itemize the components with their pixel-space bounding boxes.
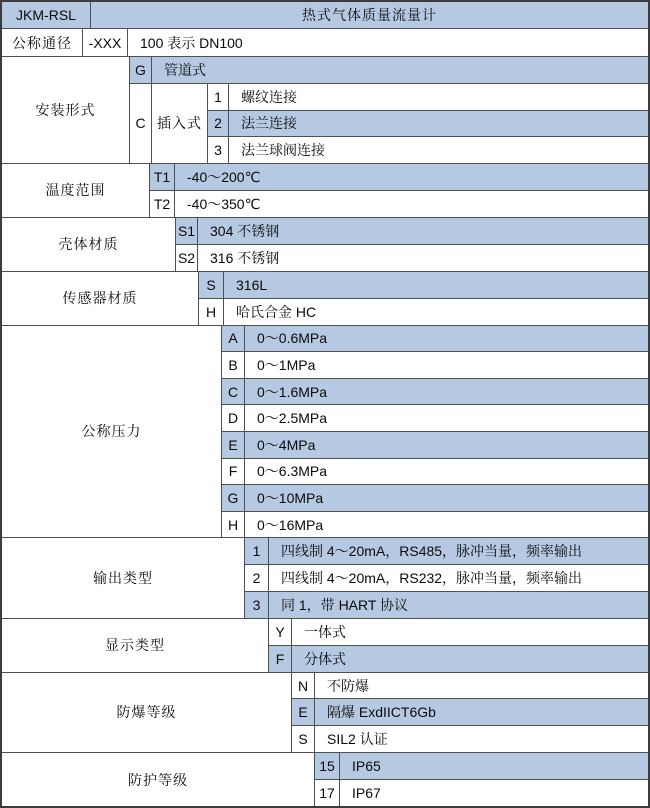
section-label: 壳体材质 [2, 218, 176, 271]
option-row [292, 699, 648, 726]
option-code: H [199, 299, 224, 325]
option-code: D [222, 405, 245, 431]
option-row [208, 137, 648, 163]
option-desc: 0～0.6MPa [257, 330, 328, 347]
section-nominal-pressure [2, 326, 648, 539]
option-desc: 0～2.5MPa [257, 410, 328, 427]
section-label: 公称通径 [2, 29, 83, 55]
option-code: C [222, 379, 245, 405]
option-desc: 不防爆 [327, 677, 369, 694]
option-desc: 100 表示 DN100 [140, 34, 243, 51]
option-desc: 一体式 [304, 623, 346, 640]
option-code: 1 [208, 84, 229, 110]
option-desc: 304 不锈钢 [210, 222, 280, 239]
section-explosion-proof-grade [2, 673, 648, 753]
option-desc: 0～6.3MPa [257, 463, 328, 480]
option-row [83, 29, 648, 55]
option-code: S [292, 726, 315, 752]
section-label: 防护等级 [2, 753, 315, 806]
option-desc: 四线制 4～20mA，RS485，脉冲当量，频率输出 [281, 543, 583, 560]
section-housing-material [2, 218, 648, 272]
option-code: E [292, 699, 315, 725]
section-label: 公称压力 [2, 326, 222, 538]
option-code: -XXX [83, 29, 128, 55]
option-desc: 法兰连接 [241, 115, 297, 132]
option-code: H [222, 512, 245, 538]
option-row [292, 673, 648, 700]
option-row [199, 299, 648, 325]
option-desc: SIL2 认证 [327, 731, 388, 748]
option-row [245, 592, 648, 618]
option-row [208, 84, 648, 111]
option-desc: 分体式 [304, 650, 346, 667]
option-desc: 管道式 [164, 62, 206, 79]
option-row [150, 164, 648, 191]
option-row [222, 485, 648, 512]
option-row [315, 753, 648, 780]
option-row [222, 326, 648, 353]
option-code: T2 [150, 191, 175, 217]
option-code: 17 [315, 780, 340, 806]
option-row [208, 111, 648, 138]
option-code: F [222, 459, 245, 485]
subgroup-label: 插入式 [152, 84, 208, 163]
option-row [315, 780, 648, 806]
option-code: G [222, 485, 245, 511]
option-row [222, 352, 648, 379]
option-code: S1 [176, 218, 198, 244]
section-installation-type [2, 57, 648, 164]
model-code: JKM-RSL [2, 2, 91, 28]
option-desc: 316L [236, 276, 268, 293]
option-code: 2 [245, 565, 269, 591]
option-code: 15 [315, 753, 340, 779]
option-code: S2 [176, 245, 198, 271]
section-nominal-diameter [2, 29, 648, 56]
section-label: 显示类型 [2, 619, 269, 672]
option-row [222, 432, 648, 459]
option-row [269, 646, 648, 672]
option-desc: 螺纹连接 [241, 88, 297, 105]
option-desc: 316 不锈钢 [210, 249, 280, 266]
option-desc: 法兰球阀连接 [241, 142, 325, 159]
option-desc: -40～200℃ [187, 168, 261, 185]
option-code: N [292, 673, 315, 699]
option-desc: 哈氏合金 HC [236, 303, 317, 320]
option-code: 3 [208, 137, 229, 163]
section-label: 传感器材质 [2, 272, 199, 325]
section-sensor-material [2, 272, 648, 326]
option-desc: 同 1，带 HART 协议 [281, 596, 409, 613]
option-desc: 四线制 4～20mA，RS232，脉冲当量，频率输出 [281, 570, 583, 587]
option-row [176, 218, 648, 245]
option-desc: 0～1MPa [257, 357, 316, 373]
option-row [222, 405, 648, 432]
section-output-type [2, 538, 648, 618]
option-row [269, 619, 648, 646]
insertion-subgroup [130, 84, 648, 163]
option-row [245, 538, 648, 565]
option-row [222, 512, 648, 538]
option-code: T1 [150, 164, 175, 190]
option-code: G [130, 57, 152, 83]
option-desc: 0～16MPa [257, 516, 324, 533]
option-row [292, 726, 648, 752]
option-desc: 0～4MPa [257, 436, 316, 453]
option-code: Y [269, 619, 292, 645]
section-label: 温度范围 [2, 164, 150, 217]
option-code: S [199, 272, 224, 298]
section-label: 输出类型 [2, 538, 245, 617]
option-row [245, 565, 648, 592]
option-row [222, 459, 648, 486]
option-row [150, 191, 648, 217]
page-title: 热式气体质量流量计 [302, 7, 437, 24]
option-desc: 0～10MPa [257, 489, 324, 506]
option-row [199, 272, 648, 299]
option-row [176, 245, 648, 271]
option-desc: IP67 [352, 785, 381, 802]
option-code: 1 [245, 538, 269, 564]
option-code: 3 [245, 592, 269, 618]
option-code: B [222, 352, 245, 378]
option-row [130, 57, 648, 84]
option-desc: 隔爆 ExdIICT6Gb [327, 704, 436, 721]
option-desc: IP65 [352, 758, 381, 775]
section-temperature-range [2, 164, 648, 218]
option-row [222, 379, 648, 406]
section-label: 防爆等级 [2, 673, 292, 752]
section-display-type [2, 619, 648, 673]
option-desc: -40～350℃ [187, 195, 261, 212]
option-code: 2 [208, 111, 229, 137]
option-code: A [222, 326, 245, 352]
header-row [2, 2, 648, 29]
section-protection-grade [2, 753, 648, 806]
option-code: C [130, 84, 152, 163]
option-code: E [222, 432, 245, 458]
section-label: 安装形式 [2, 57, 130, 163]
option-desc: 0～1.6MPa [257, 383, 328, 400]
option-code: F [269, 646, 292, 672]
